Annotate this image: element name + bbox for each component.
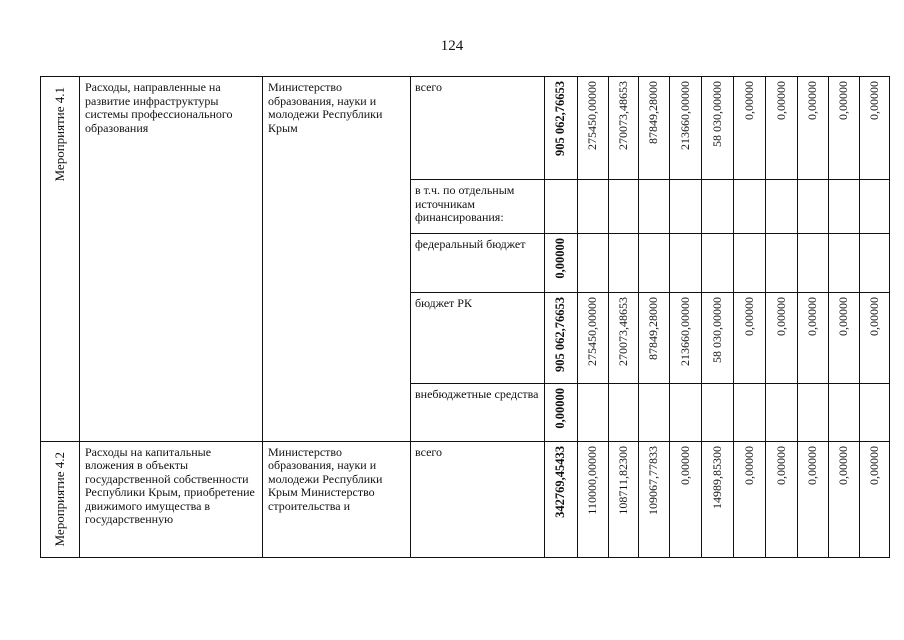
value-cell: [578, 293, 609, 384]
value-cell: [798, 77, 829, 180]
source-cell: [411, 441, 545, 557]
source-cell: [411, 77, 545, 180]
value: 0,00000: [805, 445, 820, 485]
value: 0,00000: [677, 445, 692, 485]
value: 0,00000: [866, 297, 881, 336]
value: 0,00000: [805, 81, 820, 120]
event-label: Мероприятие 4.1: [52, 87, 68, 182]
value-cell: [670, 293, 702, 384]
value-cell: [829, 383, 860, 441]
value: 14989,85300: [709, 445, 724, 509]
source-text: всего: [415, 80, 443, 94]
total-value-cell: [545, 293, 578, 384]
value-cell: [860, 293, 890, 384]
value: 0,00000: [866, 81, 881, 120]
value-cell: [609, 234, 639, 293]
value-cell: [670, 441, 702, 557]
value-cell: [702, 383, 734, 441]
value-cell: [734, 293, 766, 384]
value: 110000,00000: [585, 445, 600, 515]
value-cell: [829, 77, 860, 180]
value-cell: [734, 180, 766, 234]
total-value-cell: [545, 383, 578, 441]
value-cell: [702, 180, 734, 234]
value: 108711,82300: [615, 445, 630, 515]
page-number: 124: [440, 38, 464, 54]
total-value-cell: [545, 77, 578, 180]
value: 0,00000: [805, 297, 820, 336]
value: 275450,00000: [585, 297, 600, 366]
value: 58 030,00000: [709, 297, 724, 363]
value-cell: [578, 77, 609, 180]
responsible-text: Министерство образования, науки и молодежи Республики Крым: [268, 80, 383, 135]
value-cell: [578, 383, 609, 441]
value-cell: [798, 383, 829, 441]
value-cell: [798, 441, 829, 557]
value-cell: [766, 441, 798, 557]
responsible-cell: [263, 77, 411, 442]
value-cell: [639, 77, 670, 180]
value-cell: [639, 383, 670, 441]
value-cell: [639, 293, 670, 384]
description-cell: [80, 77, 263, 442]
value: 0,00000: [773, 445, 788, 485]
value-cell: [766, 77, 798, 180]
value-cell: [609, 77, 639, 180]
value: 275450,00000: [585, 81, 600, 150]
value-cell: [670, 77, 702, 180]
value: 87849,28000: [646, 81, 661, 144]
value-cell: [829, 180, 860, 234]
event-label: Мероприятие 4.2: [52, 451, 68, 546]
value-cell: [609, 441, 639, 557]
value-cell: [766, 234, 798, 293]
value-cell: [734, 234, 766, 293]
value: 270073,48653: [615, 81, 630, 150]
total-value: 905 062,76653: [553, 297, 568, 372]
value-cell: [734, 441, 766, 557]
responsible-text: Министерство образования, науки и молодежи Республики Крым Министерство строительства и: [268, 444, 383, 513]
source-text: в т.ч. по отдельным источникам финансирования:: [415, 183, 515, 224]
value: 270073,48653: [615, 297, 630, 366]
value-cell: [578, 180, 609, 234]
total-value: 0,00000: [553, 387, 568, 429]
value-cell: [609, 180, 639, 234]
value-cell: [829, 441, 860, 557]
value-cell: [578, 234, 609, 293]
value-cell: [829, 293, 860, 384]
value: 213660,00000: [677, 297, 692, 366]
value-cell: [766, 383, 798, 441]
total-value-cell: [545, 441, 578, 557]
value-cell: [639, 180, 670, 234]
value-cell: [670, 383, 702, 441]
value: 87849,28000: [646, 297, 661, 360]
value-cell: [670, 180, 702, 234]
value-cell: [860, 441, 890, 557]
value-cell: [860, 180, 890, 234]
value-cell: [639, 441, 670, 557]
source-cell: [411, 293, 545, 384]
total-value-cell: [545, 234, 578, 293]
value-cell: [702, 441, 734, 557]
value: 0,00000: [836, 81, 851, 120]
source-cell: [411, 383, 545, 441]
value-cell: [860, 234, 890, 293]
event-cell: [41, 77, 80, 442]
source-cell: [411, 234, 545, 293]
description-text: Расходы на капитальные вложения в объекты государственной собственности Республики Крым, приобретение движимого имущества в государственную: [85, 444, 255, 526]
budget-table: [40, 76, 890, 558]
value-cell: [609, 383, 639, 441]
table-row: [41, 441, 890, 557]
value-cell: [734, 77, 766, 180]
value-cell: [798, 293, 829, 384]
value: 0,00000: [741, 445, 756, 485]
value-cell: [670, 234, 702, 293]
value-cell: [639, 234, 670, 293]
source-text: бюджет РК: [415, 296, 472, 310]
value-cell: [829, 234, 860, 293]
value-cell: [702, 234, 734, 293]
value-cell: [860, 77, 890, 180]
value-cell: [609, 293, 639, 384]
value: 58 030,00000: [709, 81, 724, 147]
value: 0,00000: [741, 297, 756, 336]
value: 0,00000: [836, 297, 851, 336]
value-cell: [798, 180, 829, 234]
table-row: [41, 77, 890, 180]
value-cell: [766, 180, 798, 234]
value: 0,00000: [741, 81, 756, 120]
total-value: 0,00000: [553, 238, 568, 279]
description-text: Расходы, направленные на развитие инфраструктуры системы профессионального образования: [85, 80, 233, 135]
source-text: всего: [415, 444, 443, 459]
value-cell: [702, 77, 734, 180]
value-cell: [766, 293, 798, 384]
source-text: внебюджетные средства: [415, 386, 539, 401]
value-cell: [734, 383, 766, 441]
value: 0,00000: [773, 297, 788, 336]
value-cell: [702, 293, 734, 384]
value: 0,00000: [773, 81, 788, 120]
value: 0,00000: [836, 445, 851, 485]
value-cell: [798, 234, 829, 293]
value: 109067,77833: [646, 445, 661, 515]
total-value: 342769,45433: [553, 445, 568, 518]
description-cell: [80, 441, 263, 557]
source-text: федеральный бюджет: [415, 237, 526, 251]
value-cell: [578, 441, 609, 557]
value: 0,00000: [866, 445, 881, 485]
value: 213660,00000: [677, 81, 692, 150]
source-cell: [411, 180, 545, 234]
table-body: [41, 77, 890, 558]
responsible-cell: [263, 441, 411, 557]
total-value: 905 062,76653: [553, 81, 568, 156]
value-cell: [860, 383, 890, 441]
total-value-cell: [545, 180, 578, 234]
event-cell: [41, 441, 80, 557]
